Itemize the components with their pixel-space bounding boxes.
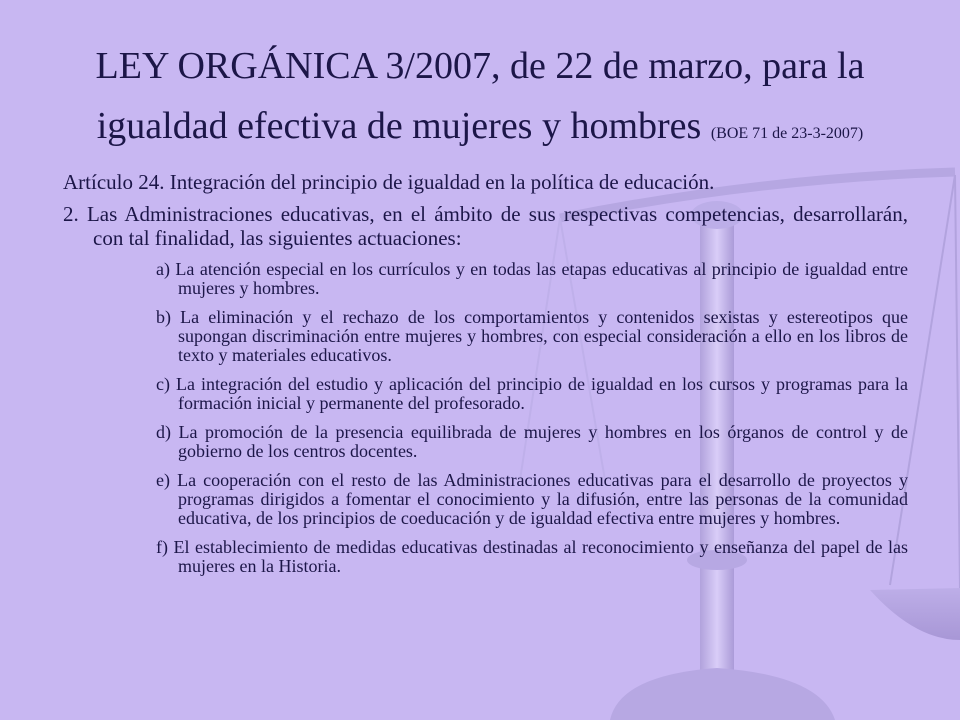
title-main: LEY ORGÁNICA 3/2007, de 22 de marzo, para la igualdad efectiva de mujeres y hombres: [95, 45, 865, 147]
point-2: 2. Las Administraciones educativas, en el ámbito de sus respectivas competencias, desarrollarán, con tal finalidad, las siguientes actuaciones:: [63, 202, 908, 250]
action-item-b: b) La eliminación y el rechazo de los comportamientos y contenidos sexistas y estereotipos que supongan discriminación entre mujeres y hombres, con especial consideración a ello en los libros de texto y materiales educativos.: [156, 307, 908, 365]
action-item-c: c) La integración del estudio y aplicación del principio de igualdad en los cursos y programas para la formación inicial y permanente del profesorado.: [156, 374, 908, 413]
action-item-a: a) La atención especial en los currículos y en todas las etapas educativas al principio de igualdad entre mujeres y hombres.: [156, 259, 908, 298]
action-item-f: f) El establecimiento de medidas educativas destinadas al reconocimiento y enseñanza del papel de las mujeres en la Historia.: [156, 537, 908, 576]
action-item-e: e) La cooperación con el resto de las Administraciones educativas para el desarrollo de proyectos y programas dirigidos a fomentar el conocimiento y la difusión, entre las personas de la comunidad educativa, de los principios de coeducación y de igualdad efectiva entre mujeres y hombres.: [156, 470, 908, 528]
title-reference: (BOE 71 de 23-3-2007): [710, 125, 864, 142]
slide-title: [40, 36, 920, 164]
action-item-d: d) La promoción de la presencia equilibrada de mujeres y hombres en los órganos de control y de gobierno de los centros docentes.: [156, 422, 908, 461]
slide-body: [63, 170, 908, 586]
article-heading: Artículo 24. Integración del principio de igualdad en la política de educación.: [63, 170, 715, 194]
action-list: [156, 260, 908, 576]
